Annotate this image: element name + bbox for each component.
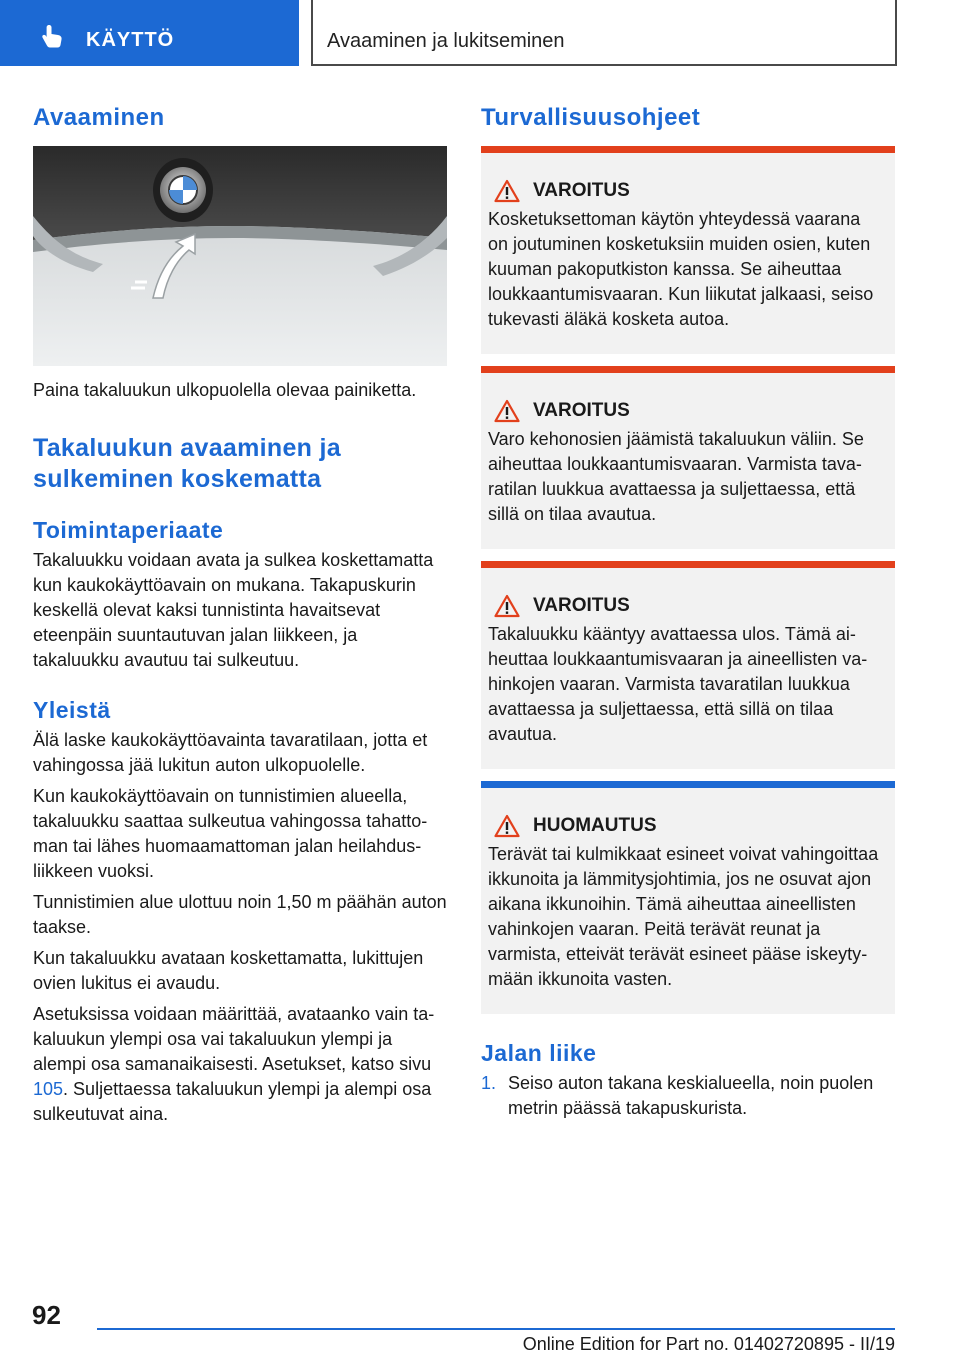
photo-caption: Paina takaluukun ulkopuolella olevaa painiketta. [33,380,417,400]
right-column [481,100,895,1121]
heading-safety: Turvallisuusohjeet [481,104,701,131]
tailgate-button-photo [33,146,447,366]
chapter-tab [0,0,299,66]
chapter-tab-label: KÄYTTÖ [86,29,175,51]
warning-text: Kosketuksettoman käytön yhteydessä vaarana on joutuminen kosketuksiin muiden osien, kuten kuuman pakoputkiston kanssa. Se aiheuttaa loukkaantumisvaaran. Kun liikutat jalkaasi, seiso tukevasti äläkä kosketa autoa. [488,209,874,329]
warning-triangle-icon [494,399,520,423]
warning-text: Varo kehonosien jäämistä takaluukun väliin. Se aiheuttaa loukkaantumisvaaran. Varmista tavaratilan luukkua avattaessa ja suljettaessa, että sillä on tilaa avautua. [488,429,864,524]
warning-bar [481,561,895,568]
warning-triangle-icon [494,594,520,618]
general-paragraph-5 [33,1002,447,1127]
footer-divider [97,1328,895,1330]
notice-title: HUOMAUTUS [533,815,657,836]
page-link-105[interactable]: 105 [33,1079,64,1099]
warning-bar [481,366,895,373]
warning-box-1 [481,146,895,354]
warning-title: VAROITUS [533,595,630,616]
general-paragraph-2: Kun kaukokäyttöavain on tunnistimien alueella, takaluukku saattaa sulkeutua vahingossa tahattoman tai lähes huomaamattoman jalan heilahdusliikkeen vuoksi. [33,786,428,881]
general-paragraph-5-text: Asetuksissa voidaan määrittää, avataanko vain takaluukun ylempi osa vai takaluukun ylempi ja alempi osa samanaikaisesti. Asetukset, katso sivu [33,1004,435,1074]
hand-pointer-icon [38,22,66,50]
edition-note: Online Edition for Part no. 01402720895 - II/19 [522,1334,895,1354]
warning-title: VAROITUS [533,180,630,201]
heading-foot-motion: Jalan liike [481,1040,597,1066]
notice-bar [481,781,895,788]
section-header [311,0,897,66]
notice-box [481,781,895,1014]
principle-text: Takaluukku voidaan avata ja sulkea koskettamatta kun kaukokäyttöavain on mukana. Takapuskurin keskellä olevat kaksi tunnistinta havaitsevat eteenpäin suuntautuvan jalan liikkeen, ja takaluukku avautuu tai sulkeutuu. [33,550,434,670]
warning-title: VAROITUS [533,400,630,421]
list-item [481,1071,895,1121]
page-number: 92 [32,1300,61,1330]
heading-general: Yleistä [33,697,111,723]
general-paragraph-5-tail: . Suljettaessa takaluukun ylempi ja alempi osa sulkeutuvat aina. [33,1079,432,1124]
warning-text: Takaluukku kääntyy avattaessa ulos. Tämä aiheuttaa loukkaantumisvaaran ja aineellisten vahinkojen vaaran. Varmista tavaratilan luukkua avattaessa ja suljettaessa, että sillä on tilaa avautua. [488,624,868,744]
heading-handsfree: Takaluukun avaaminen ja sulkeminen koskematta [33,434,341,493]
heading-principle: Toimintaperiaate [33,517,224,543]
warning-box-2 [481,366,895,549]
warning-box-3 [481,561,895,769]
general-paragraph-3: Tunnistimien alue ulottuu noin 1,50 m päähän auton taakse. [33,892,447,937]
step-number: 1. [481,1073,497,1093]
general-paragraph-4: Kun takaluukku avataan koskettamatta, lukittujen ovien lukitus ei avaudu. [33,948,424,993]
general-paragraph-1: Älä laske kaukokäyttöavainta tavaratilaan, jotta et vahingossa jää lukitun auton ulkopuolelle. [33,730,428,775]
tailgate-photo-illustration [33,146,447,366]
heading-opening: Avaaminen [33,104,165,131]
notice-text: Terävät tai kulmikkaat esineet voivat vahingoittaa ikkunoita ja lämmitysjohtimia, jos ne osuvat ajon aikana ikkunoihin. Tämä aiheuttaa aineellisten vahinkojen vaaran. Peitä terävät reunat ja varmista, etteivät terävät esineet pääse iskeytymään ikkunoita vasten. [488,844,879,989]
warning-triangle-icon [494,179,520,203]
warning-bar [481,146,895,153]
step-text: Seiso auton takana keskialueella, noin puolen metrin päässä takapuskurista. [508,1073,874,1118]
section-title: Avaaminen ja lukitseminen [327,30,565,52]
left-column [33,100,447,1127]
notice-triangle-icon [494,814,520,838]
